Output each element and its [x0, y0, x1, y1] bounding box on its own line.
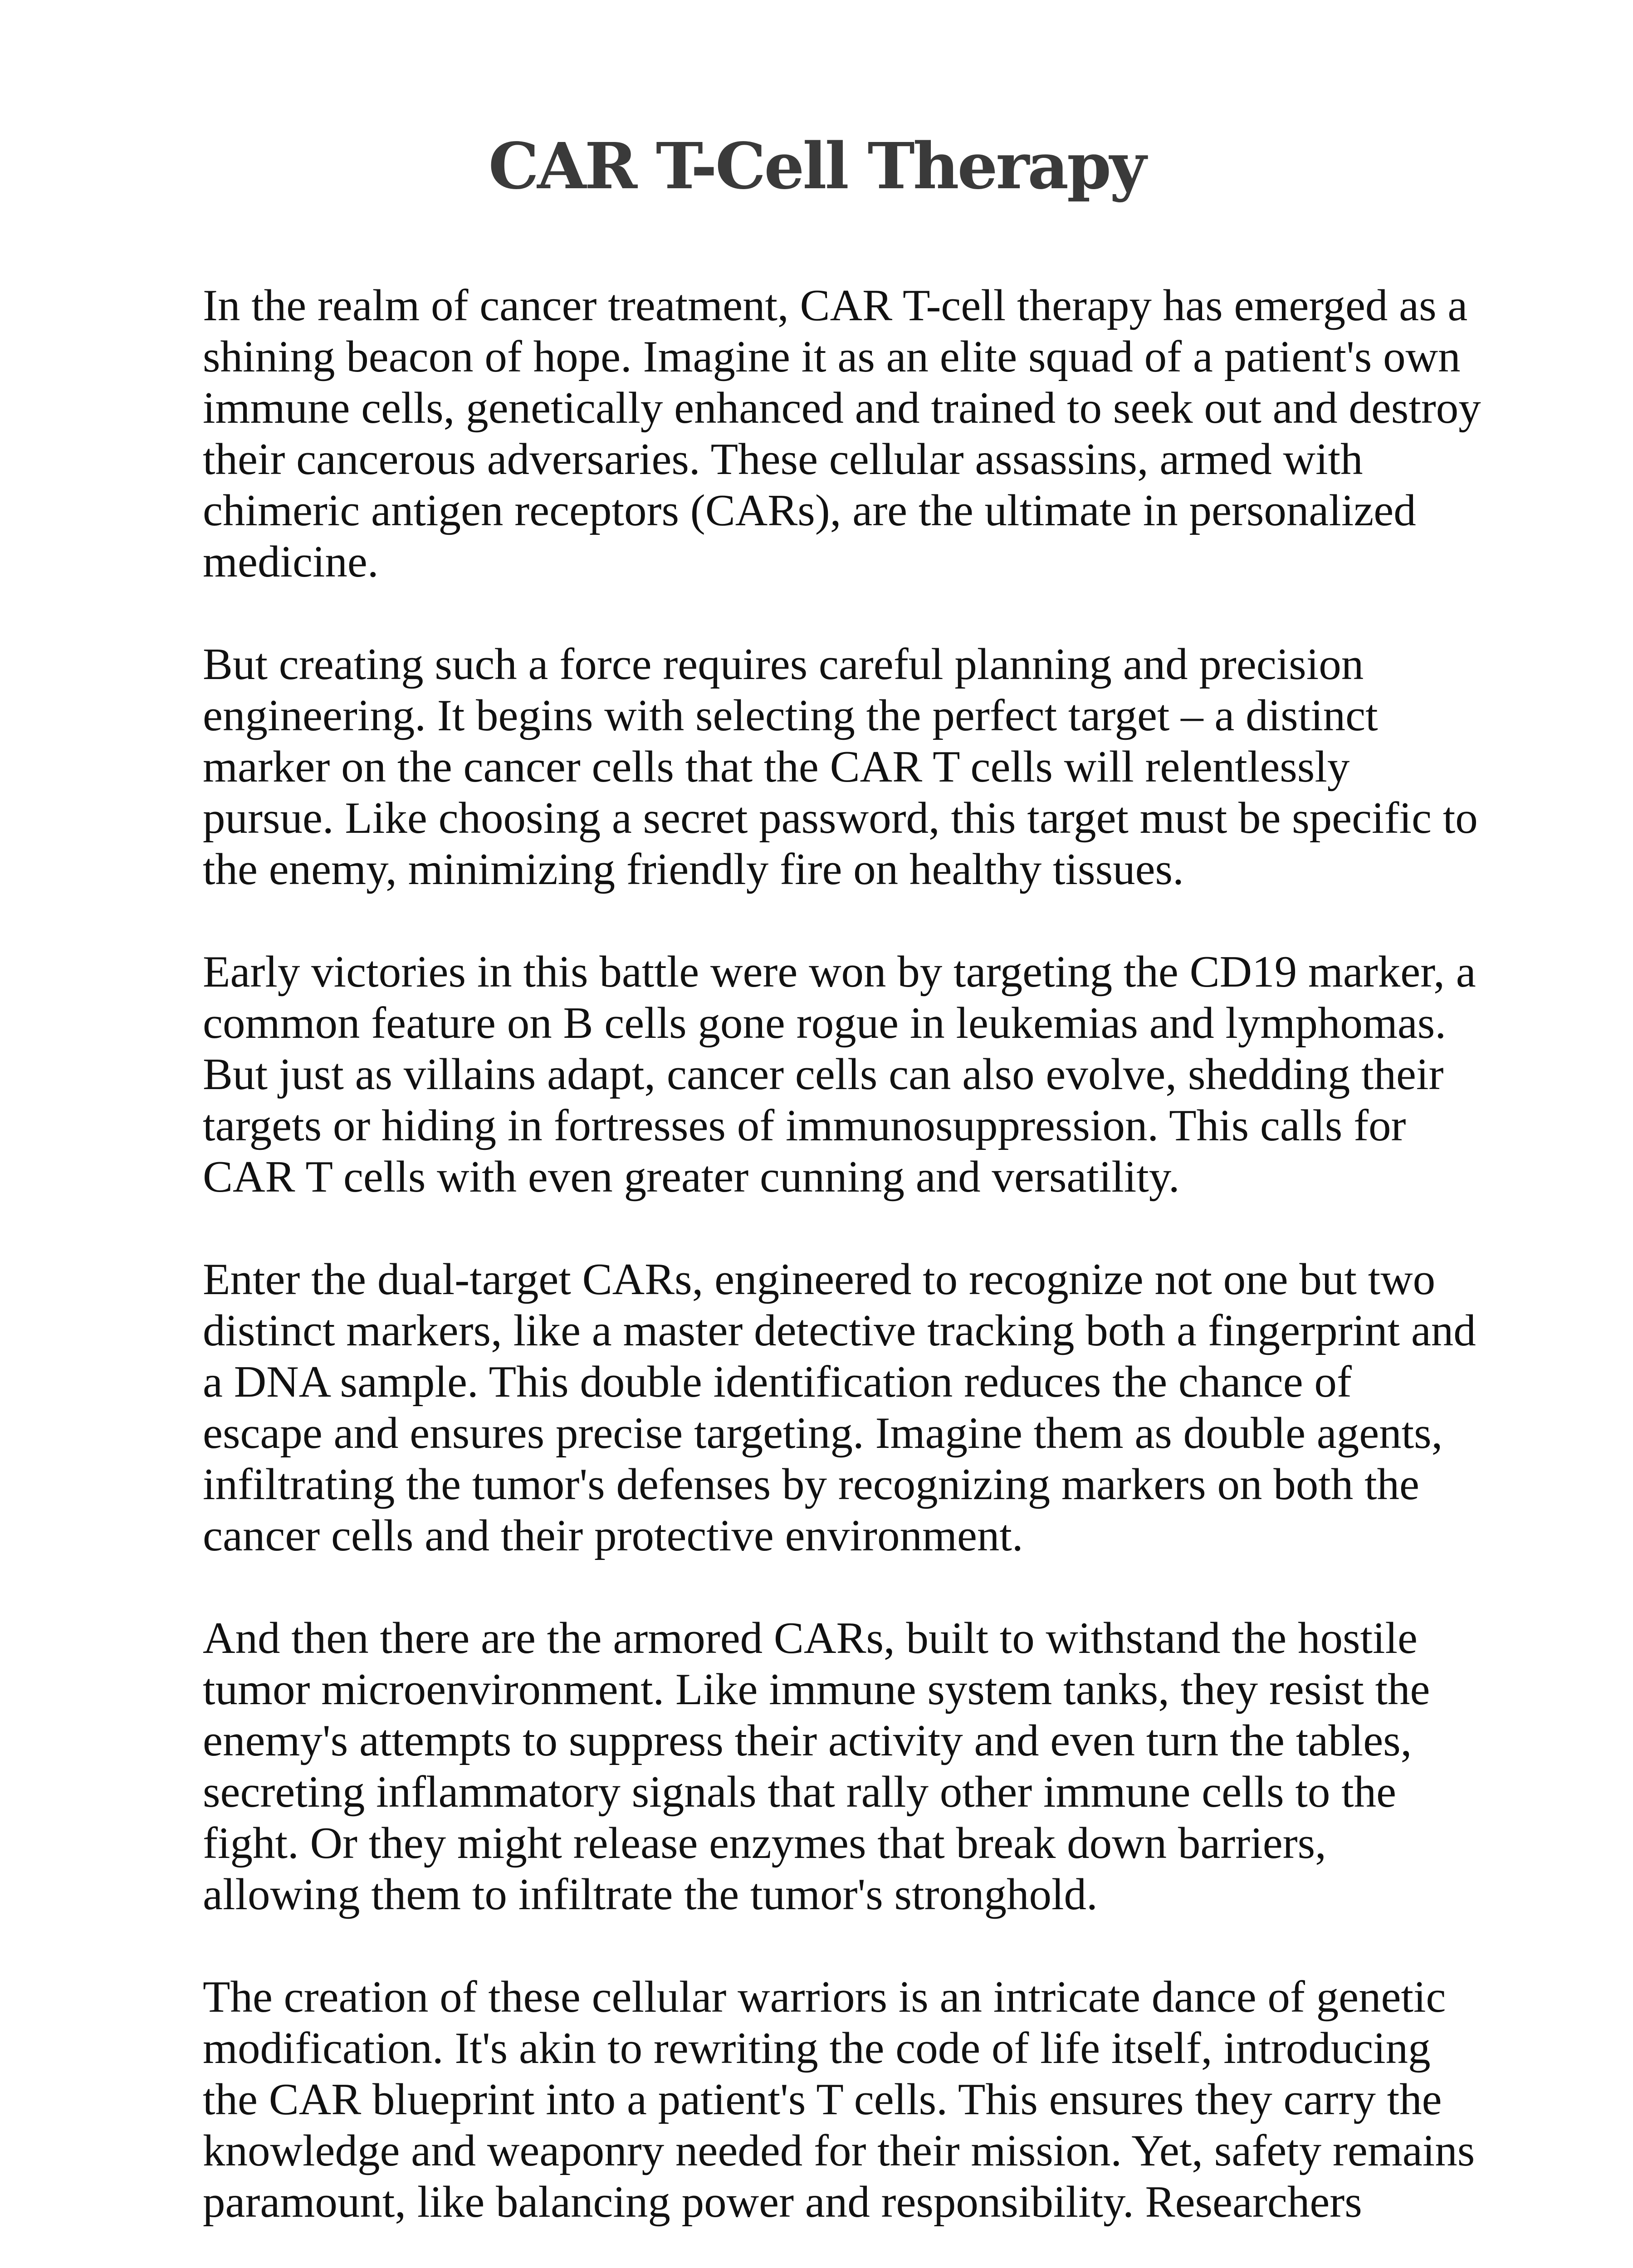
text-line: tumor microenvironment. Like immune system tanks, they resist the: [203, 1665, 1430, 1714]
text-line: paramount, like balancing power and responsibility. Researchers: [203, 2177, 1362, 2227]
paragraph: [203, 280, 1500, 587]
text-line: distinct markers, like a master detective tracking both a fingerprint and: [203, 1306, 1476, 1355]
text-line: a DNA sample. This double identification reduces the chance of: [203, 1357, 1352, 1407]
paragraph: [203, 1971, 1500, 2228]
text-line: fight. Or they might release enzymes that break down barriers,: [203, 1818, 1326, 1868]
paragraph: [203, 1613, 1500, 1920]
text-line: Early victories in this battle were won by targeting the CD19 marker, a: [203, 947, 1476, 997]
text-line: But creating such a force requires careful planning and precision: [203, 640, 1364, 689]
text-line: escape and ensures precise targeting. Imagine them as double agents,: [203, 1408, 1443, 1458]
text-line: knowledge and weaponry needed for their mission. Yet, safety remains: [203, 2126, 1475, 2175]
text-line: immune cells, genetically enhanced and trained to seek out and destroy: [203, 383, 1481, 433]
text-line: The creation of these cellular warriors is an intricate dance of genetic: [203, 1972, 1446, 2022]
text-line: In the realm of cancer treatment, CAR T-cell therapy has emerged as a: [203, 281, 1468, 330]
paragraph: [203, 1254, 1500, 1561]
body-text: [203, 280, 1500, 2228]
paragraph: [203, 946, 1500, 1202]
text-line: enemy's attempts to suppress their activity and even turn the tables,: [203, 1716, 1412, 1765]
text-line: chimeric antigen receptors (CARs), are the ultimate in personalized: [203, 486, 1416, 535]
text-line: But just as villains adapt, cancer cells can also evolve, shedding their: [203, 1050, 1444, 1099]
paragraph: [203, 639, 1500, 895]
text-line: modification. It's akin to rewriting the code of life itself, introducing: [203, 2024, 1431, 2073]
text-line: medicine.: [203, 537, 379, 587]
text-line: common feature on B cells gone rogue in leukemias and lymphomas.: [203, 998, 1447, 1048]
page-title: CAR T-Cell Therapy: [488, 129, 1145, 204]
text-line: engineering. It begins with selecting the perfect target – a distinct: [203, 691, 1378, 740]
text-line: cancer cells and their protective environment.: [203, 1511, 1023, 1560]
text-line: And then there are the armored CARs, built to withstand the hostile: [203, 1613, 1418, 1663]
text-line: the enemy, minimizing friendly fire on healthy tissues.: [203, 845, 1184, 894]
text-line: targets or hiding in fortresses of immunosuppression. This calls for: [203, 1101, 1406, 1150]
text-line: allowing them to infiltrate the tumor's stronghold.: [203, 1870, 1098, 1919]
text-line: marker on the cancer cells that the CAR T cells will relentlessly: [203, 742, 1350, 792]
text-line: pursue. Like choosing a secret password, this target must be specific to: [203, 793, 1478, 843]
text-line: the CAR blueprint into a patient's T cells. This ensures they carry the: [203, 2075, 1442, 2124]
text-line: their cancerous adversaries. These cellular assassins, armed with: [203, 435, 1363, 484]
text-line: infiltrating the tumor's defenses by recognizing markers on both the: [203, 1460, 1419, 1509]
text-line: secreting inflammatory signals that rally other immune cells to the: [203, 1767, 1397, 1817]
text-line: CAR T cells with even greater cunning and versatility.: [203, 1152, 1180, 1202]
text-line: shining beacon of hope. Imagine it as an elite squad of a patient's own: [203, 332, 1461, 381]
text-line: Enter the dual-target CARs, engineered to recognize not one but two: [203, 1255, 1436, 1304]
